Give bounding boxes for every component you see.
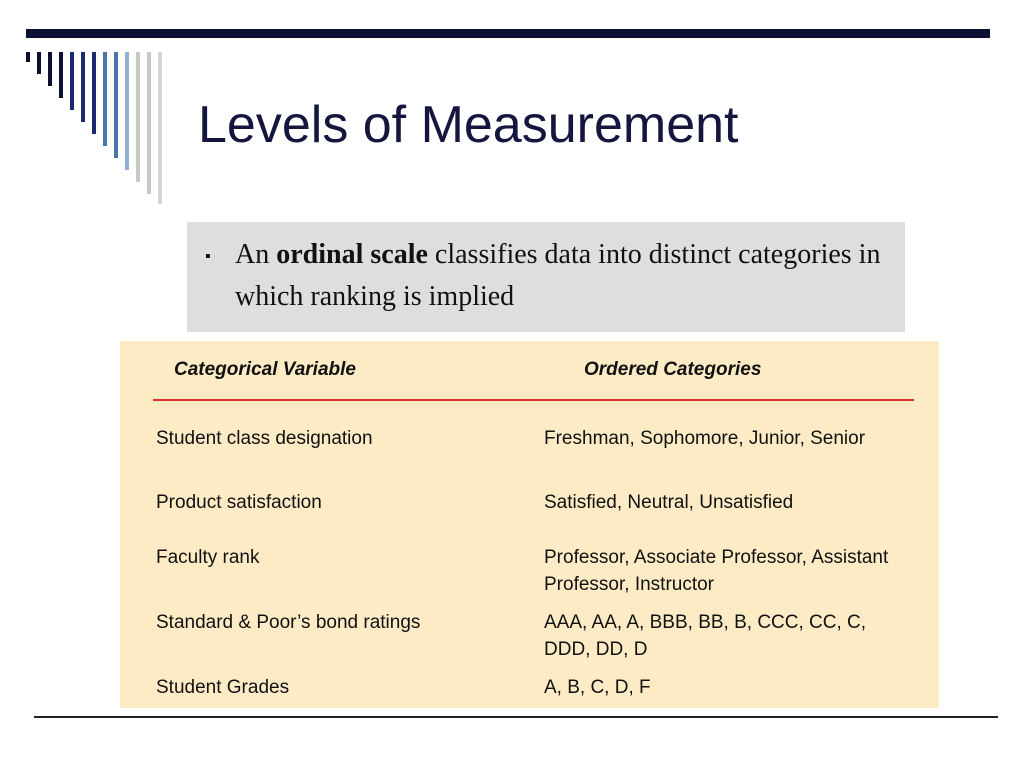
deco-bar — [103, 52, 107, 146]
deco-bar — [81, 52, 85, 122]
definition-callout — [187, 222, 905, 332]
table-row-categories: Satisfied, Neutral, Unsatisfied — [544, 492, 794, 513]
deco-bar — [26, 52, 30, 62]
deco-bar — [158, 52, 162, 204]
callout-suffix: classifies data into distinct categories in which ranking is implied — [235, 239, 881, 312]
slide-title: Levels of Measurement — [198, 96, 739, 154]
table-row-categories: Freshman, Sophomore, Junior, Senior — [544, 428, 866, 449]
table-row-variable: Student Grades — [156, 677, 290, 698]
table-row-categories: A, B, C, D, F — [544, 677, 651, 698]
callout-term: ordinal scale — [276, 239, 428, 270]
table-row-variable: Standard & Poor’s bond ratings — [156, 612, 421, 633]
table-row-variable: Student class designation — [156, 428, 373, 449]
bottom-rule — [34, 716, 998, 718]
deco-bar — [136, 52, 140, 182]
bullet-square-icon: ▪ — [205, 248, 211, 265]
deco-bar — [147, 52, 151, 194]
deco-bar — [70, 52, 74, 110]
deco-bar — [48, 52, 52, 86]
decorative-bars — [0, 0, 180, 220]
header-divider — [153, 399, 914, 401]
callout-prefix: An — [235, 239, 277, 270]
header-ordered-categories: Ordered Categories — [584, 359, 762, 380]
deco-bar — [37, 52, 41, 74]
table-row-variable: Faculty rank — [156, 547, 260, 568]
table-row-categories: Professor, Associate Professor, Assistant Professor, Instructor — [544, 547, 889, 595]
table-row-variable: Product satisfaction — [156, 492, 322, 513]
deco-bar — [92, 52, 96, 134]
deco-bar — [59, 52, 63, 98]
deco-bar — [114, 52, 118, 158]
header-categorical-variable: Categorical Variable — [174, 359, 356, 380]
table-row-categories: AAA, AA, A, BBB, BB, B, CCC, CC, C, DDD, DD, D — [544, 612, 867, 660]
deco-bar — [125, 52, 129, 170]
